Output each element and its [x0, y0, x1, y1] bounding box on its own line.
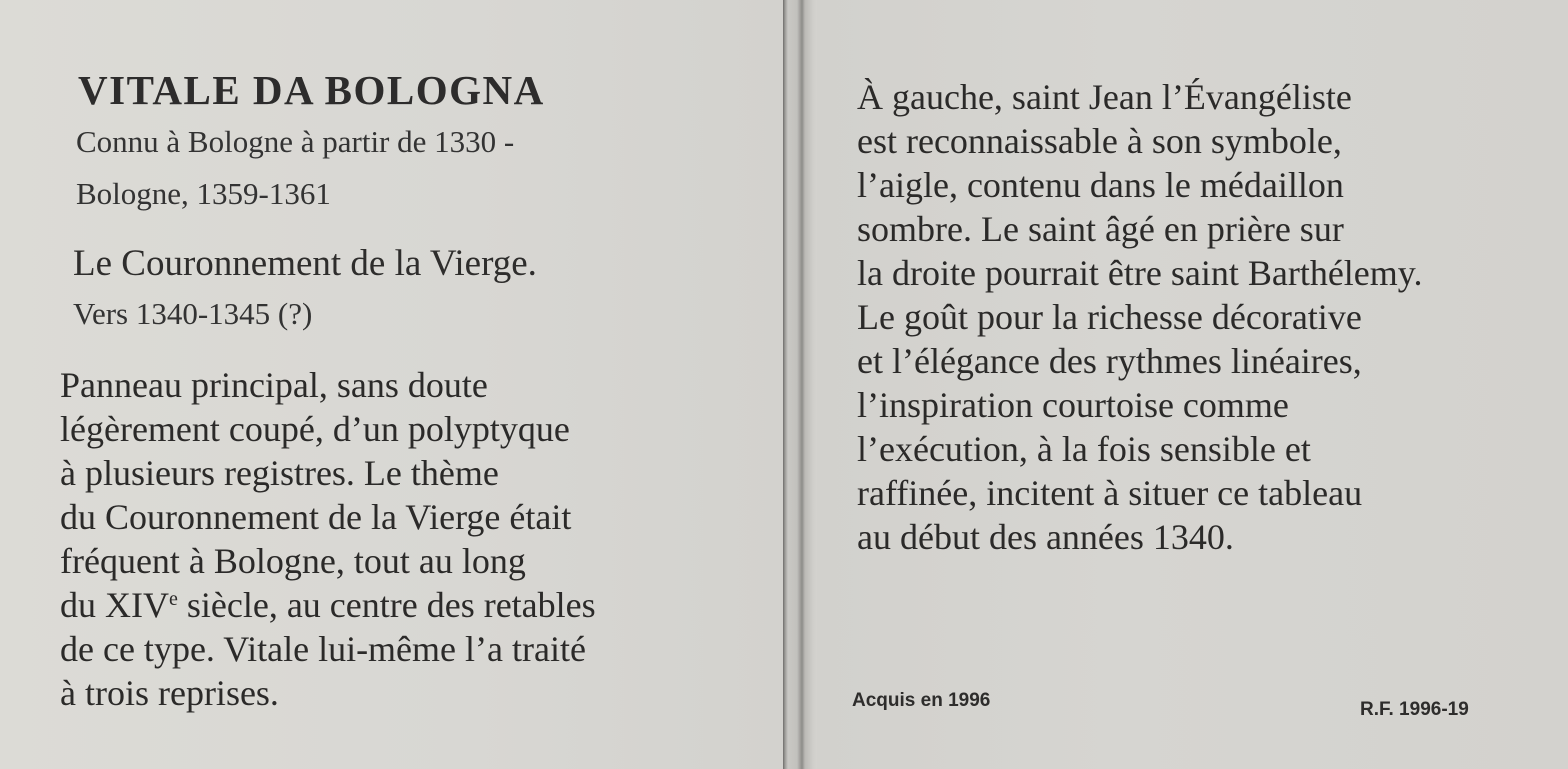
acquisition-note: Acquis en 1996: [852, 690, 991, 711]
left-body-line-rest: siècle, au centre des retables: [177, 585, 596, 625]
left-body-line: légèrement coupé, d’un polyptyque: [60, 409, 570, 449]
right-body-line: sombre. Le saint âgé en prière sur: [857, 209, 1344, 249]
right-body-line: À gauche, saint Jean l’Évangéliste: [857, 77, 1352, 117]
right-body-line: la droite pourrait être saint Barthélemy.: [857, 253, 1423, 293]
right-body-line: l’aigle, contenu dans le médaillon: [857, 165, 1344, 205]
right-body-line: et l’élégance des rythmes linéaires,: [857, 341, 1362, 381]
century-numeral: du XIV: [60, 585, 169, 625]
left-body-line: [60, 584, 596, 626]
artwork-title: Le Couronnement de la Vierge.: [73, 243, 537, 284]
century-superscript: e: [168, 588, 178, 610]
right-body-line: au début des années 1340.: [857, 517, 1234, 557]
right-body-line: Le goût pour la richesse décorative: [857, 297, 1362, 337]
left-body-line: à plusieurs registres. Le thème: [60, 453, 499, 493]
right-body-line: est reconnaissable à son symbole,: [857, 121, 1342, 161]
left-body-line: du Couronnement de la Vierge était: [60, 497, 572, 537]
inventory-number: R.F. 1996-19: [1360, 699, 1469, 720]
artist-dates-line-1: Connu à Bologne à partir de 1330 -: [76, 124, 515, 159]
right-body-line: raffinée, incitent à situer ce tableau: [857, 473, 1363, 513]
left-body-line: à trois reprises.: [60, 673, 279, 713]
artist-dates-line-2: Bologne, 1359-1361: [76, 176, 331, 211]
left-body-line: fréquent à Bologne, tout au long: [60, 541, 526, 581]
right-body-line: l’inspiration courtoise comme: [857, 385, 1289, 425]
right-body-line: l’exécution, à la fois sensible et: [857, 429, 1311, 469]
panel-divider: [783, 0, 817, 769]
left-body-line: Panneau principal, sans doute: [60, 365, 488, 405]
artwork-date: Vers 1340-1345 (?): [73, 296, 313, 331]
left-body-line: de ce type. Vitale lui-même l’a traité: [60, 629, 586, 669]
artist-name: VITALE DA BOLOGNA: [78, 67, 545, 113]
